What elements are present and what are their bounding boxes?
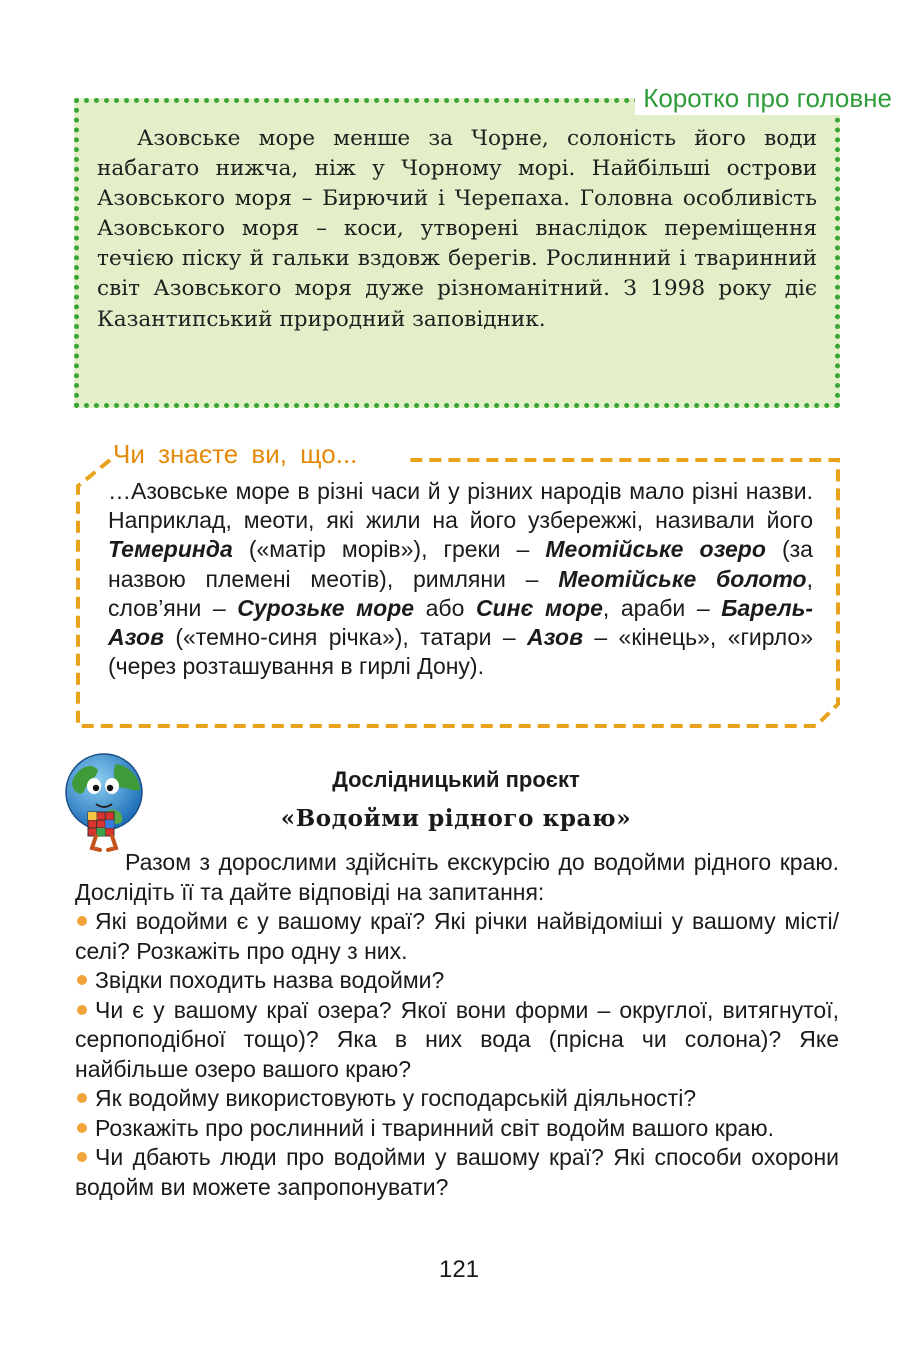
question-text: Звідки походить назва водойми?: [95, 967, 445, 993]
list-item: [75, 907, 839, 966]
bullet-dot-icon: [77, 975, 87, 985]
list-item: [75, 1143, 839, 1202]
project-heading: Дослідницький проєкт: [332, 767, 580, 792]
question-text: Чи дбають люди про водойми у вашому краї? Які способи охорони водойм ви можете запропонувати?: [75, 1144, 839, 1200]
bullet-dot-icon: [77, 1152, 87, 1162]
question-text: Розкажіть про рослинний і тваринний світ водойм вашого краю.: [95, 1114, 774, 1141]
did-you-know-title: Чи знаєте ви, що...: [113, 438, 363, 470]
historic-name-meotian-swamp: Меотійське болото: [558, 565, 807, 592]
list-item: [75, 1084, 839, 1114]
historic-name-barel-azov: Барель-Азов: [108, 594, 814, 651]
historic-name-temerynda: Темеринда: [108, 536, 233, 563]
know-text-segment: , слов’яни –: [108, 565, 813, 621]
know-text-segment: , араби –: [602, 594, 722, 621]
did-you-know-text: [108, 477, 813, 681]
list-item: [75, 1114, 839, 1144]
historic-name-blue-sea: Синє море: [475, 594, 603, 621]
historic-name-surozh-sea: Сурозьке море: [237, 594, 415, 621]
bullet-dot-icon: [77, 1005, 87, 1015]
know-text-segment: («темно-синя річка»), татари –: [163, 624, 527, 651]
historic-name-meotian-lake: Меотійське озеро: [545, 536, 766, 563]
know-text-segment: (за назвою племені меотів), римляни –: [108, 536, 813, 592]
bullet-dot-icon: [77, 916, 87, 926]
page-number: 121: [438, 1256, 480, 1283]
project-body: [75, 848, 839, 1202]
summary-title: Коротко про головне: [635, 81, 900, 115]
question-text: Чи є у вашому краї озера? Якої вони форми – округлої, витягнутої, серпоподібної тощо)? Яка в них вода (прісна чи солона)? Яке найбільше озеро вашого краю?: [75, 996, 839, 1082]
question-text: Як водойму використовують у господарській діяльності?: [95, 1085, 697, 1111]
question-list: [75, 907, 839, 1202]
list-item: [75, 996, 839, 1085]
know-text-segment: («матір морів»), греки –: [232, 536, 546, 563]
know-text-segment: …Азовське море в різні часи й у різних народів мало різні назви. Наприклад, меоти, які жили на його узбережжі, називали його: [108, 478, 813, 534]
bullet-dot-icon: [77, 1123, 87, 1133]
bullet-dot-icon: [77, 1093, 87, 1103]
globe-mascot-icon: [58, 752, 152, 852]
summary-text: Азовське море менше за Чорне, солоність його води набагато нижча, ніж у Чорному морі. Найбільші острови Азовського моря – Бирючий і Черепаха. Головна особливість Азовського моря – коси, утворені внаслідок переміщення течією піску й гальки вздовж берегів. Рослинний і тваринний світ Азовського моря дуже різноманітний. З 1998 року діє Казантипський природний заповідник.: [97, 126, 817, 332]
project-title: «Водойми рідного краю»: [280, 805, 632, 832]
know-text-segment: або: [414, 594, 476, 621]
list-item: [75, 966, 839, 996]
project-intro: Разом з дорослими здійсніть екскурсію до водойми рідного краю. Дослідіть її та дайте відповіді на запитання:: [75, 849, 839, 905]
question-text: Які водойми є у вашому краї? Які річки найвідоміші у вашому місті/селі? Розкажіть про одну з них.: [75, 908, 839, 964]
historic-name-azov: Азов: [527, 624, 583, 651]
know-text-segment: – «кінець», «гирло» (через розташування в гирлі Дону).: [108, 624, 813, 680]
